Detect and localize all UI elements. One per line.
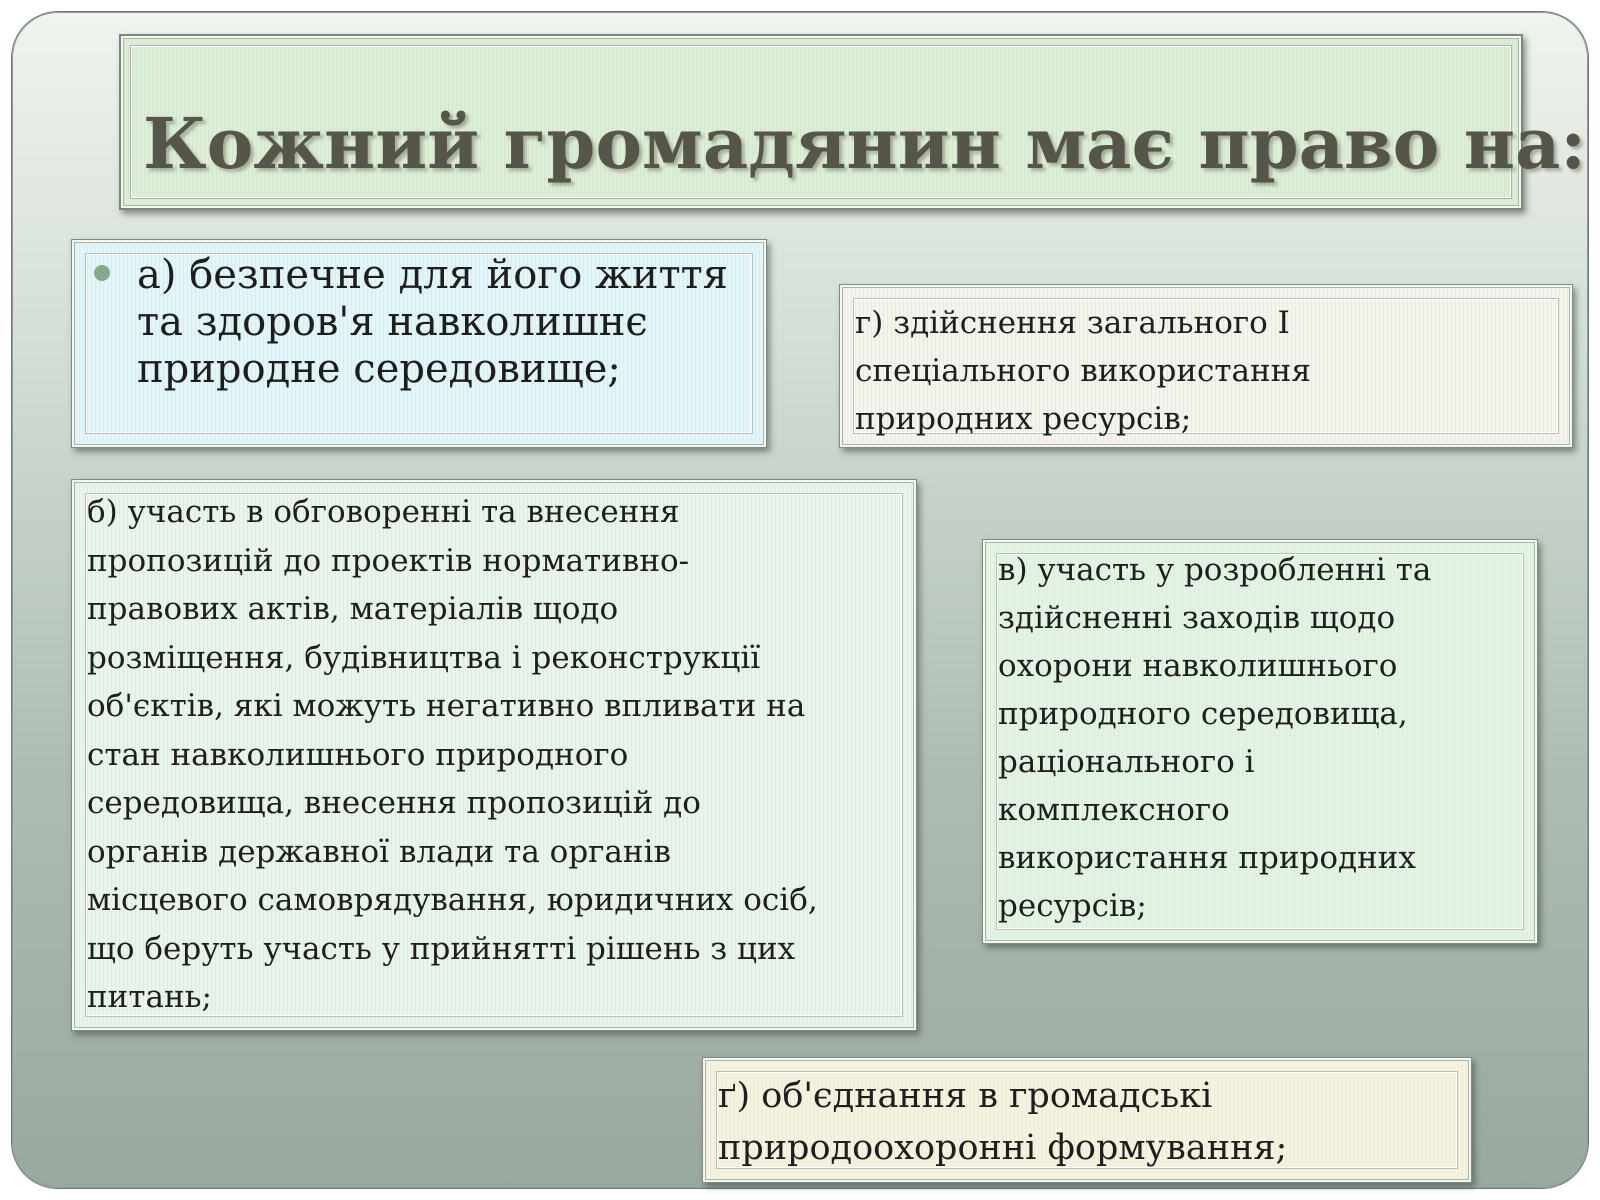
right-v-text: в) участь у розробленні та здійсненні заходів щодо охорони навколишнього природного середовища, раціонального і комплексного використання природних ресурсів; [998,552,1432,924]
slide-title: Кожний громадянин має право на: [143,102,1587,185]
right-g-text: г) здійснення загального І спеціального використання природних ресурсів; [855,305,1311,437]
right-v-box [982,539,1538,944]
right-b-box [71,479,917,1031]
title-box [119,34,1587,210]
right-a-box [71,239,767,448]
right-gg-text: ґ) об'єднання в громадські природоохоронні формування; [718,1076,1288,1168]
right-b-text: б) участь в обговоренні та внесення пропозицій до проектів нормативно- правових актів, матеріалів щодо розміщення, будівництва і реконструкції об'єктів, які можуть негативно впливати на стан навколишнього природного середовища, внесення пропозицій до органів державної влади та органів місцевого самоврядування, юридичних осіб, що беруть участь у прийнятті рішень з цих питань; [87,494,818,1015]
slide-background [12,12,1588,1188]
right-a-text: а) безпечне для його життя та здоров'я навколишнє природне середовище; [137,252,728,392]
right-gg-box [702,1057,1472,1183]
right-g-box [839,284,1573,448]
bullet-icon [94,265,110,281]
